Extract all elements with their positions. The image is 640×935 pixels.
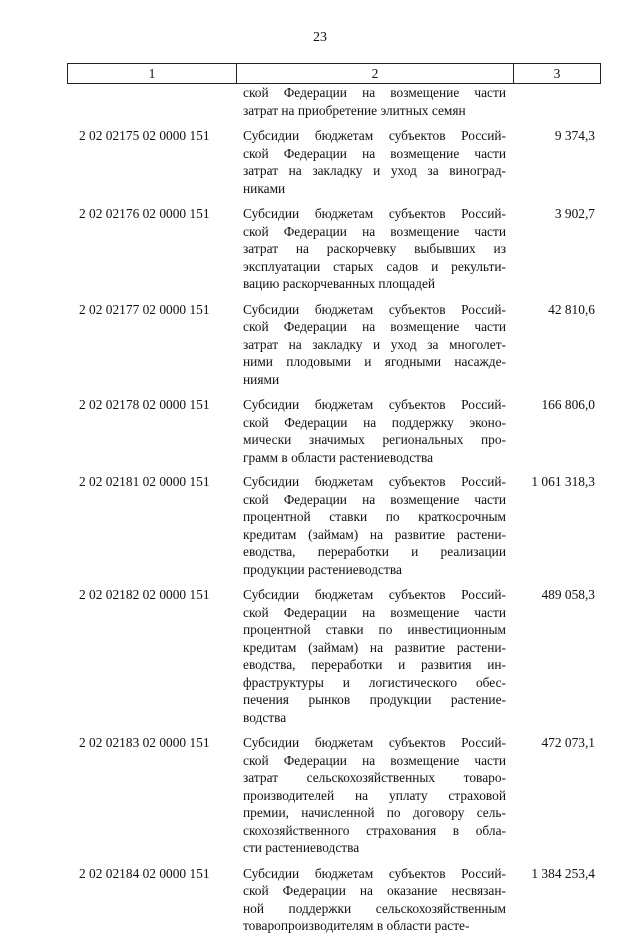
amount-value: 1 061 318,3: [531, 474, 595, 489]
table-row: [67, 586, 601, 726]
budget-code: [67, 84, 235, 119]
description-line: ними плодовыми и ягодными насажде-: [243, 354, 506, 369]
table-row: [67, 473, 601, 578]
description-line: продукции растениеводства: [243, 561, 402, 577]
budget-code: 2 02 02178 02 0000 151: [79, 397, 210, 412]
revenue-description: [235, 865, 511, 935]
description-line: процентной ставки по инвестиционным: [243, 622, 506, 637]
amount-value: 1 384 253,4: [531, 865, 595, 881]
amount-value: [511, 84, 601, 119]
description-line: кредитам (займам) на развитие растени-: [243, 639, 506, 655]
table-row: [67, 396, 601, 466]
description-line: затрат на закладку и уход за виноград-: [243, 163, 506, 178]
table-body: [67, 84, 601, 935]
description-line: ной поддержки сельскохозяйственным: [243, 900, 506, 916]
description-line: товаропроизводителям в области расте-: [243, 918, 470, 933]
revenue-description: [235, 205, 511, 293]
description-line: грамм в области растениеводства: [243, 449, 434, 465]
description-line: кредитам (займам) на развитие растени-: [243, 526, 506, 542]
description-line: еводства, переработки и развития ин-: [243, 657, 506, 672]
budget-code: 2 02 02175 02 0000 151: [79, 128, 210, 143]
column-header-1: 1: [68, 64, 237, 83]
description-line: ской Федерации на возмещение части: [243, 145, 506, 161]
table-row-continuation: [67, 84, 601, 119]
description-line: скохозяйственного страхования в обла-: [243, 822, 506, 838]
description-line: никами: [243, 180, 286, 196]
amount-value: 166 806,0: [541, 397, 595, 412]
description-line: ниями: [243, 371, 280, 387]
description-line: ской Федерации на возмещение части: [243, 223, 506, 239]
description-line: ской Федерации на возмещение части: [243, 604, 506, 620]
description-line: Субсидии бюджетам субъектов Россий-: [243, 206, 506, 221]
description-line: премии, начисленной по договору сель-: [243, 805, 506, 820]
description-line: сти растениеводства: [243, 840, 360, 855]
description-line: еводства, переработки и реализации: [243, 544, 506, 559]
budget-code: 2 02 02184 02 0000 151: [79, 865, 210, 881]
table-row: [67, 734, 601, 857]
description-line: ской Федерации на поддержку эконо-: [243, 414, 506, 430]
table-row: [67, 865, 601, 935]
amount-value: 472 073,1: [541, 735, 595, 750]
column-header-3: 3: [553, 65, 561, 81]
description-line: затрат на раскорчевку выбывших из: [243, 241, 506, 256]
description-line: Субсидии бюджетам субъектов Россий-: [243, 301, 506, 317]
revenue-description: [235, 301, 511, 389]
description-line: процентной ставки по краткосрочным: [243, 509, 506, 524]
description-line: Субсидии бюджетам субъектов Россий-: [243, 397, 506, 412]
revenue-description: [235, 586, 511, 726]
description-line: фраструктуры и логистического обес-: [243, 674, 506, 690]
budget-code: 2 02 02177 02 0000 151: [79, 301, 210, 317]
description-line: печения рынков продукции растение-: [243, 692, 506, 707]
page-number: 23: [313, 30, 327, 45]
revenue-description: [235, 473, 511, 578]
description-line: Субсидии бюджетам субъектов Россий-: [243, 735, 506, 750]
description-line: Субсидии бюджетам субъектов Россий-: [243, 128, 506, 143]
description-line: ской Федерации на оказание несвязан-: [243, 883, 506, 898]
table-row: [67, 127, 601, 197]
description-line: водства: [243, 709, 287, 725]
description-line: мически значимых региональных про-: [243, 432, 506, 447]
description-line: ской Федерации на возмещение части: [243, 319, 506, 334]
budget-code: 2 02 02183 02 0000 151: [79, 735, 210, 750]
description-line: ской Федерации на возмещение части: [243, 752, 506, 768]
amount-value: 9 374,3: [554, 128, 595, 143]
revenue-description: [235, 127, 511, 197]
description-line: вацию раскорчеванных площадей: [243, 276, 436, 291]
budget-code: 2 02 02181 02 0000 151: [79, 474, 210, 489]
description-line: затрат на приобретение элитных семян: [243, 102, 466, 118]
amount-value: 489 058,3: [541, 587, 595, 602]
description-line: производителей на уплату страховой: [243, 787, 506, 803]
table-row: [67, 301, 601, 389]
budget-code: 2 02 02182 02 0000 151: [79, 587, 210, 602]
amount-value: 3 902,7: [554, 206, 595, 221]
table-header: [67, 63, 601, 84]
description-line: ской Федерации на возмещение части: [243, 491, 506, 507]
revenue-description: [235, 396, 511, 466]
description-line: Субсидии бюджетам субъектов Россий-: [243, 587, 506, 602]
description-line: Субсидии бюджетам субъектов Россий-: [243, 474, 506, 489]
description-line: затрат сельскохозяйственных товаро-: [243, 770, 506, 785]
revenue-description: [235, 734, 511, 857]
amount-value: 42 810,6: [548, 301, 595, 317]
budget-code: 2 02 02176 02 0000 151: [79, 206, 210, 221]
description-line: эксплуатации старых садов и рекульти-: [243, 258, 506, 274]
column-header-2: 2: [237, 64, 514, 83]
revenue-description: [235, 84, 511, 119]
table-row: [67, 205, 601, 293]
description-line: ской Федерации на возмещение части: [243, 85, 506, 100]
description-line: затрат на закладку и уход за многолет-: [243, 336, 506, 352]
description-line: Субсидии бюджетам субъектов Россий-: [243, 865, 506, 881]
